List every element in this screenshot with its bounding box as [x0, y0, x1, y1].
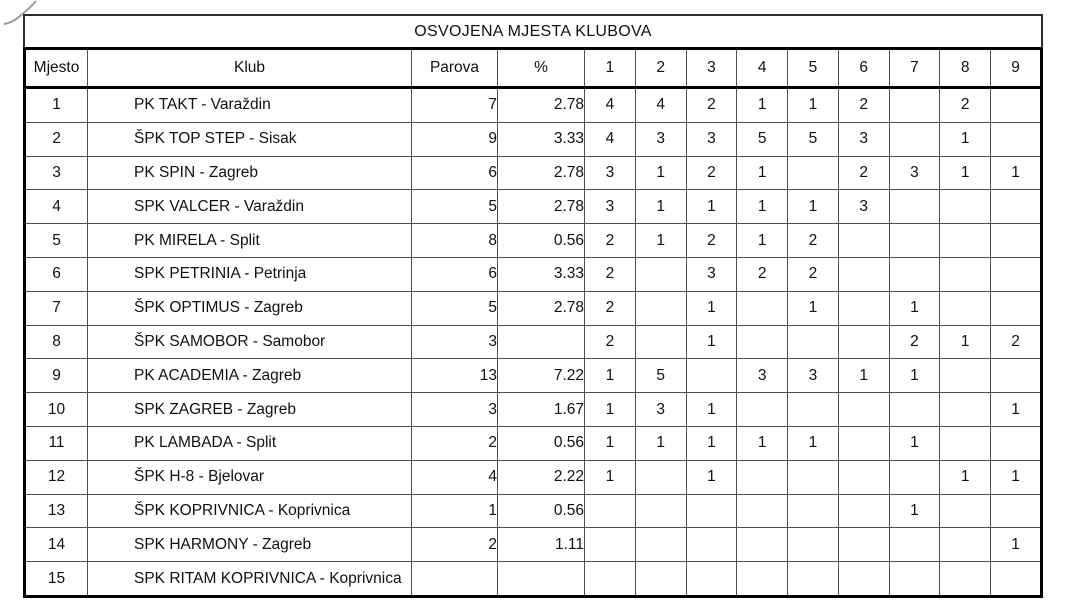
cell-place-3: 2	[686, 224, 737, 258]
col-header-mjesto: Mjesto	[25, 49, 88, 88]
cell-place-9	[991, 291, 1042, 325]
cell-mjesto: 11	[25, 426, 88, 460]
cell-place-6	[838, 291, 889, 325]
cell-place-8: 1	[940, 122, 991, 156]
table-row	[25, 528, 1042, 562]
cell-place-8	[940, 291, 991, 325]
club-name: SPK PETRINIA - Petrinja	[134, 265, 307, 283]
cell-place-1: 1	[585, 359, 636, 393]
cell-place-3: 2	[686, 156, 737, 190]
cell-place-5: 1	[788, 291, 839, 325]
cell-mjesto: 15	[25, 562, 88, 597]
cell-mjesto: 7	[25, 291, 88, 325]
cell-place-3: 2	[686, 88, 737, 123]
cell-place-4: 1	[737, 88, 788, 123]
cell-place-9	[991, 190, 1042, 224]
cell-place-7: 1	[889, 359, 940, 393]
cell-place-8	[940, 257, 991, 291]
cell-percent: 3.33	[498, 257, 585, 291]
cell-place-2	[635, 494, 686, 528]
cell-place-7: 1	[889, 291, 940, 325]
cell-place-9: 1	[991, 460, 1042, 494]
table-row	[25, 325, 1042, 359]
cell-place-2	[635, 291, 686, 325]
cell-parova: 9	[412, 122, 498, 156]
cell-percent: 2.78	[498, 156, 585, 190]
cell-place-1: 2	[585, 291, 636, 325]
col-header-8: 8	[940, 49, 991, 88]
cell-place-1: 1	[585, 460, 636, 494]
cell-place-1	[585, 562, 636, 597]
cell-klub	[88, 156, 412, 190]
cell-percent: 3.33	[498, 122, 585, 156]
cell-place-3: 3	[686, 257, 737, 291]
cell-place-8	[940, 528, 991, 562]
cell-klub	[88, 291, 412, 325]
cell-percent: 7.22	[498, 359, 585, 393]
col-header-6: 6	[838, 49, 889, 88]
col-header-pct: %	[498, 49, 585, 88]
cell-place-7: 2	[889, 325, 940, 359]
cell-place-8	[940, 494, 991, 528]
cell-klub	[88, 224, 412, 258]
cell-place-9	[991, 426, 1042, 460]
cell-place-8: 1	[940, 460, 991, 494]
cell-mjesto: 9	[25, 359, 88, 393]
table-row	[25, 460, 1042, 494]
cell-place-7: 1	[889, 426, 940, 460]
header-row	[25, 49, 1042, 88]
cell-place-5: 2	[788, 224, 839, 258]
cell-place-4	[737, 460, 788, 494]
cell-place-8	[940, 359, 991, 393]
cell-place-5: 3	[788, 359, 839, 393]
cell-klub	[88, 528, 412, 562]
cell-mjesto: 13	[25, 494, 88, 528]
cell-place-6	[838, 426, 889, 460]
col-header-9: 9	[991, 49, 1042, 88]
cell-mjesto: 12	[25, 460, 88, 494]
cell-mjesto: 10	[25, 393, 88, 427]
cell-place-6	[838, 460, 889, 494]
cell-place-9: 2	[991, 325, 1042, 359]
cell-percent: 0.56	[498, 224, 585, 258]
cell-place-1: 3	[585, 156, 636, 190]
cell-parova: 5	[412, 291, 498, 325]
cell-percent: 2.78	[498, 190, 585, 224]
cell-place-9	[991, 122, 1042, 156]
club-name: ŠPK OPTIMUS - Zagreb	[134, 299, 303, 317]
cell-place-9	[991, 494, 1042, 528]
club-name: PK MIRELA - Split	[134, 231, 260, 249]
cell-place-2: 1	[635, 190, 686, 224]
cell-place-1	[585, 528, 636, 562]
table-title-row	[23, 14, 1043, 47]
col-header-klub: Klub	[88, 49, 412, 88]
cell-place-5	[788, 460, 839, 494]
cell-place-2	[635, 460, 686, 494]
cell-place-7	[889, 562, 940, 597]
cell-place-2: 3	[635, 393, 686, 427]
table-row	[25, 122, 1042, 156]
cell-place-5: 1	[788, 88, 839, 123]
table-row	[25, 359, 1042, 393]
cell-place-6	[838, 393, 889, 427]
cell-place-3: 1	[686, 393, 737, 427]
cell-place-7	[889, 460, 940, 494]
cell-place-2	[635, 562, 686, 597]
cell-place-4: 5	[737, 122, 788, 156]
cell-place-7: 1	[889, 494, 940, 528]
cell-place-3: 3	[686, 122, 737, 156]
club-name: PK SPIN - Zagreb	[134, 163, 259, 181]
cell-place-4: 1	[737, 156, 788, 190]
cell-klub	[88, 426, 412, 460]
club-name: PK ACADEMIA - Zagreb	[134, 366, 302, 384]
cell-place-4: 1	[737, 224, 788, 258]
cell-place-8	[940, 224, 991, 258]
cell-place-9	[991, 562, 1042, 597]
club-name: SPK ZAGREB - Zagreb	[134, 400, 296, 418]
page-title: OSVOJENA MJESTA KLUBOVA	[414, 22, 652, 40]
cell-place-1: 4	[585, 88, 636, 123]
cell-place-5	[788, 494, 839, 528]
cell-place-1: 2	[585, 257, 636, 291]
table-row	[25, 224, 1042, 258]
cell-place-6	[838, 224, 889, 258]
table-row	[25, 562, 1042, 597]
cell-klub	[88, 88, 412, 123]
cell-percent: 2.78	[498, 291, 585, 325]
cell-place-1: 1	[585, 393, 636, 427]
club-name: PK LAMBADA - Split	[134, 434, 277, 452]
cell-klub	[88, 190, 412, 224]
cell-place-3: 1	[686, 325, 737, 359]
club-name: ŠPK KOPRIVNICA - Koprivnica	[134, 501, 351, 519]
cell-place-4: 1	[737, 190, 788, 224]
cell-place-1: 1	[585, 426, 636, 460]
cell-parova: 6	[412, 156, 498, 190]
cell-place-3	[686, 494, 737, 528]
cell-klub	[88, 562, 412, 597]
cell-place-6	[838, 494, 889, 528]
cell-place-9	[991, 257, 1042, 291]
cell-parova: 3	[412, 393, 498, 427]
club-name: SPK RITAM KOPRIVNICA - Koprivnica	[134, 569, 402, 587]
cell-mjesto: 14	[25, 528, 88, 562]
cell-mjesto: 1	[25, 88, 88, 123]
cell-place-7	[889, 257, 940, 291]
cell-percent: 2.78	[498, 88, 585, 123]
cell-place-7	[889, 88, 940, 123]
table-row	[25, 257, 1042, 291]
cell-percent: 0.56	[498, 494, 585, 528]
cell-place-3: 1	[686, 426, 737, 460]
table-row	[25, 190, 1042, 224]
cell-place-2: 1	[635, 224, 686, 258]
cell-mjesto: 8	[25, 325, 88, 359]
cell-mjesto: 4	[25, 190, 88, 224]
cell-place-6: 2	[838, 88, 889, 123]
cell-parova: 13	[412, 359, 498, 393]
cell-place-7	[889, 224, 940, 258]
cell-percent: 1.67	[498, 393, 585, 427]
table-row	[25, 494, 1042, 528]
cell-place-6: 2	[838, 156, 889, 190]
cell-place-4	[737, 325, 788, 359]
cell-place-5: 2	[788, 257, 839, 291]
cell-parova: 7	[412, 88, 498, 123]
cell-place-5	[788, 528, 839, 562]
col-header-4: 4	[737, 49, 788, 88]
cell-place-2: 5	[635, 359, 686, 393]
club-name: ŠPK TOP STEP - Sisak	[134, 130, 297, 148]
cell-place-4	[737, 562, 788, 597]
cell-mjesto: 2	[25, 122, 88, 156]
cell-place-4: 2	[737, 257, 788, 291]
cell-parova	[412, 562, 498, 597]
cell-parova: 4	[412, 460, 498, 494]
cell-place-5	[788, 156, 839, 190]
cell-parova: 5	[412, 190, 498, 224]
cell-place-2	[635, 528, 686, 562]
cell-place-4	[737, 528, 788, 562]
cell-parova: 1	[412, 494, 498, 528]
cell-parova: 8	[412, 224, 498, 258]
cell-place-5	[788, 393, 839, 427]
cell-mjesto: 6	[25, 257, 88, 291]
cell-place-8: 1	[940, 325, 991, 359]
club-placements-table	[23, 47, 1043, 598]
cell-place-3: 1	[686, 460, 737, 494]
club-name: PK TAKT - Varaždin	[134, 96, 271, 114]
cell-place-9: 1	[991, 393, 1042, 427]
cell-mjesto: 5	[25, 224, 88, 258]
cell-place-2: 4	[635, 88, 686, 123]
cell-place-4	[737, 291, 788, 325]
cell-klub	[88, 460, 412, 494]
cell-klub	[88, 393, 412, 427]
cell-place-5	[788, 562, 839, 597]
cell-place-3	[686, 562, 737, 597]
cell-place-1: 2	[585, 325, 636, 359]
col-header-2: 2	[635, 49, 686, 88]
table-row	[25, 88, 1042, 123]
cell-place-8	[940, 562, 991, 597]
cell-place-6: 1	[838, 359, 889, 393]
cell-place-7	[889, 393, 940, 427]
cell-place-9: 1	[991, 528, 1042, 562]
cell-place-2: 3	[635, 122, 686, 156]
cell-place-4: 1	[737, 426, 788, 460]
table-row	[25, 393, 1042, 427]
cell-percent: 2.22	[498, 460, 585, 494]
cell-place-7	[889, 190, 940, 224]
cell-mjesto: 3	[25, 156, 88, 190]
col-header-3: 3	[686, 49, 737, 88]
cell-place-6	[838, 257, 889, 291]
cell-place-4: 3	[737, 359, 788, 393]
cell-place-4	[737, 393, 788, 427]
cell-place-6: 3	[838, 122, 889, 156]
cell-place-9: 1	[991, 156, 1042, 190]
cell-place-6	[838, 562, 889, 597]
cell-percent: 0.56	[498, 426, 585, 460]
cell-place-1: 4	[585, 122, 636, 156]
cell-place-3: 1	[686, 190, 737, 224]
cell-place-6	[838, 528, 889, 562]
cell-percent: 1.11	[498, 528, 585, 562]
table-row	[25, 156, 1042, 190]
cell-klub	[88, 122, 412, 156]
cell-place-8: 1	[940, 156, 991, 190]
cell-place-3: 1	[686, 291, 737, 325]
table-row	[25, 291, 1042, 325]
cell-place-5: 5	[788, 122, 839, 156]
cell-place-5: 1	[788, 426, 839, 460]
cell-klub	[88, 494, 412, 528]
cell-place-1: 3	[585, 190, 636, 224]
cell-place-8: 2	[940, 88, 991, 123]
cell-klub	[88, 325, 412, 359]
club-name: SPK VALCER - Varaždin	[134, 197, 304, 215]
table-row	[25, 426, 1042, 460]
cell-place-5	[788, 325, 839, 359]
cell-place-6	[838, 325, 889, 359]
col-header-parova: Parova	[412, 49, 498, 88]
cell-place-1	[585, 494, 636, 528]
cell-place-4	[737, 494, 788, 528]
cell-place-1: 2	[585, 224, 636, 258]
col-header-7: 7	[889, 49, 940, 88]
col-header-1: 1	[585, 49, 636, 88]
cell-parova: 2	[412, 426, 498, 460]
cell-parova: 3	[412, 325, 498, 359]
club-name: ŠPK H-8 - Bjelovar	[134, 468, 265, 486]
cell-place-9	[991, 359, 1042, 393]
cell-place-9	[991, 224, 1042, 258]
cell-percent	[498, 325, 585, 359]
cell-place-6: 3	[838, 190, 889, 224]
cell-parova: 6	[412, 257, 498, 291]
cell-place-8	[940, 190, 991, 224]
cell-place-7: 3	[889, 156, 940, 190]
cell-place-5: 1	[788, 190, 839, 224]
cell-klub	[88, 257, 412, 291]
cell-place-8	[940, 393, 991, 427]
table-body	[25, 88, 1042, 597]
cell-place-9	[991, 88, 1042, 123]
cell-place-2: 1	[635, 156, 686, 190]
results-sheet	[23, 14, 1043, 598]
cell-klub	[88, 359, 412, 393]
cell-place-2	[635, 325, 686, 359]
cell-parova: 2	[412, 528, 498, 562]
cell-place-3	[686, 359, 737, 393]
club-name: SPK HARMONY - Zagreb	[134, 535, 312, 553]
cell-percent	[498, 562, 585, 597]
col-header-5: 5	[788, 49, 839, 88]
cell-place-8	[940, 426, 991, 460]
cell-place-2: 1	[635, 426, 686, 460]
cell-place-7	[889, 122, 940, 156]
cell-place-3	[686, 528, 737, 562]
cell-place-7	[889, 528, 940, 562]
cell-place-2	[635, 257, 686, 291]
club-name: ŠPK SAMOBOR - Samobor	[134, 332, 326, 350]
